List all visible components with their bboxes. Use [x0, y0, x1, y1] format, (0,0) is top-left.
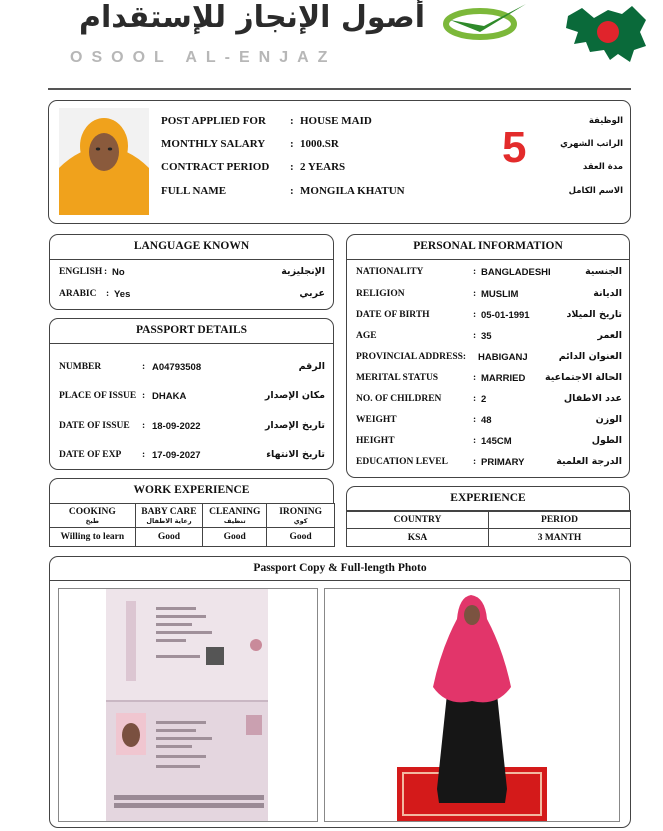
- provincial-address-label: PROVINCIAL ADDRESS:: [356, 352, 467, 362]
- applicant-photo: [59, 108, 149, 215]
- passport-number-label: NUMBER: [59, 362, 102, 372]
- salary-label-arabic: الراتب الشهري: [560, 139, 623, 149]
- english-label-arabic: الإنجليزية: [281, 266, 325, 277]
- education-level-colon: :: [473, 457, 477, 467]
- fullname-value: MONGILA KHATUN: [300, 185, 405, 197]
- company-name-arabic: أصول الإنجاز للإستقدام: [78, 0, 426, 35]
- bangladesh-map-flag-icon: [560, 2, 652, 66]
- nationality-label-arabic: الجنسية: [585, 266, 622, 277]
- nationality-colon: :: [473, 267, 477, 277]
- weight-label-arabic: الوزن: [595, 414, 622, 425]
- no-of-children-label: NO. OF CHILDREN: [356, 394, 442, 404]
- cleaning-header: CLEANING تنظيف: [203, 504, 267, 528]
- date-of-issue-label: DATE OF ISSUE: [59, 421, 130, 431]
- experience-period: 3 MANTH: [489, 529, 631, 547]
- nationality-label: NATIONALITY: [356, 267, 424, 277]
- fullname-colon: :: [290, 185, 294, 197]
- religion-colon: :: [473, 289, 477, 299]
- date-of-exp-value: 17-09-2027: [152, 450, 201, 461]
- company-name-english: OSOOL AL-ENJAZ: [70, 49, 337, 66]
- religion-label: RELIGION: [356, 289, 405, 299]
- merital-status-value: MARRIED: [481, 373, 526, 384]
- experience-header: [346, 486, 630, 512]
- place-of-issue-label: PLACE OF ISSUE: [59, 391, 137, 401]
- candidate-number: 5: [502, 123, 527, 172]
- full-length-photo: [397, 589, 547, 821]
- post-colon: :: [290, 115, 294, 127]
- checkmark-swoosh-logo-icon: [440, 2, 530, 42]
- no-of-children-value: 2: [481, 394, 487, 405]
- passport-number-arabic: الرقم: [298, 361, 325, 372]
- height-colon: :: [473, 436, 477, 446]
- passport-title: PASSPORT DETAILS: [135, 324, 248, 336]
- date-of-birth-label-arabic: تاريخ الميلاد: [566, 309, 622, 320]
- fullname-label-arabic: الاسم الكامل: [568, 186, 623, 196]
- passport-number-value: A04793508: [152, 362, 202, 373]
- education-level-label-arabic: الدرجة العلمية: [556, 456, 622, 467]
- contract-colon: :: [290, 161, 294, 173]
- language-box: LANGUAGE KNOWN ENGLISH : No الإنجليزية ARABIC : Yes عربي: [49, 234, 334, 310]
- date-of-issue-value: 18-09-2022: [152, 421, 201, 432]
- date-of-issue-arabic: تاريخ الإصدار: [264, 420, 325, 431]
- religion-value: MUSLIM: [481, 289, 519, 300]
- english-label: ENGLISH: [59, 267, 103, 277]
- height-label: HEIGHT: [356, 436, 395, 446]
- language-title: LANGUAGE KNOWN: [133, 240, 250, 252]
- date-of-birth-label: DATE OF BIRTH: [356, 310, 430, 320]
- work-experience-header: [49, 478, 334, 504]
- weight-colon: :: [473, 415, 477, 425]
- education-level-label: EDUCATION LEVEL: [356, 457, 448, 467]
- weight-value: 48: [481, 415, 492, 426]
- arabic-label-arabic: عربي: [299, 288, 325, 299]
- cooking-value: Willing to learn: [50, 528, 136, 547]
- personal-info-title: PERSONAL INFORMATION: [413, 240, 563, 252]
- contract-label: CONTRACT PERIOD: [161, 161, 270, 173]
- age-label: AGE: [356, 331, 377, 341]
- cleaning-value: Good: [203, 528, 267, 547]
- date-of-birth-colon: :: [473, 310, 477, 320]
- salary-value: 1000.SR: [300, 138, 339, 150]
- age-value: 35: [481, 331, 492, 342]
- post-label: POST APPLIED FOR: [161, 115, 266, 127]
- salary-colon: :: [290, 138, 294, 150]
- baby-care-header: BABY CARE رعاية الاطفال: [135, 504, 203, 528]
- date-of-exp-label: DATE OF EXP: [59, 450, 122, 460]
- date-of-exp-arabic: تاريخ الانتهاء: [266, 449, 325, 460]
- work-experience-title: WORK EXPERIENCE: [133, 484, 250, 496]
- arabic-value: Yes: [114, 289, 131, 300]
- experience-table: [346, 510, 631, 547]
- nationality-value: BANGLADESHI: [481, 267, 551, 278]
- work-experience-table: [49, 503, 335, 547]
- ironing-value: Good: [267, 528, 335, 547]
- merital-status-label-arabic: الحالة الاجتماعية: [545, 372, 622, 383]
- merital-status-colon: :: [473, 373, 477, 383]
- place-of-issue-value: DHAKA: [152, 391, 187, 402]
- fullname-label: FULL NAME: [161, 185, 227, 197]
- salary-label: MONTHLY SALARY: [161, 138, 266, 150]
- weight-label: WEIGHT: [356, 415, 397, 425]
- baby-care-value: Good: [135, 528, 203, 547]
- cooking-header: COOKING طبخ: [50, 504, 136, 528]
- height-label-arabic: الطول: [591, 435, 622, 446]
- experience-title: EXPERIENCE: [450, 492, 526, 504]
- arabic-label: ARABIC: [59, 289, 97, 299]
- header-divider: [48, 88, 631, 90]
- provincial-address-value: HABIGANJ: [478, 352, 528, 363]
- merital-status-label: MERITAL STATUS: [356, 373, 439, 383]
- place-of-issue-arabic: مكان الإصدار: [264, 390, 325, 401]
- contract-value: 2 YEARS: [300, 161, 346, 173]
- education-level-value: PRIMARY: [481, 457, 525, 468]
- post-label-arabic: الوظيفة: [588, 116, 623, 126]
- age-colon: :: [473, 331, 477, 341]
- experience-country: KSA: [347, 529, 489, 547]
- contract-label-arabic: مدة العقد: [582, 162, 623, 172]
- passport-copy-image: [106, 589, 268, 821]
- english-value: No: [112, 267, 125, 278]
- no-of-children-colon: :: [473, 394, 477, 404]
- age-label-arabic: العمر: [597, 330, 622, 341]
- country-header: COUNTRY: [347, 511, 489, 529]
- provincial-address-label-arabic: العنوان الدائم: [558, 351, 622, 362]
- photos-title: Passport Copy & Full-length Photo: [253, 562, 427, 574]
- period-header: PERIOD: [489, 511, 631, 529]
- post-value: HOUSE MAID: [300, 115, 372, 127]
- ironing-header: IRONING كوي: [267, 504, 335, 528]
- date-of-birth-value: 05-01-1991: [481, 310, 530, 321]
- passport-box: PASSPORT DETAILS NUMBER : A04793508 الرقم PLACE OF ISSUE : DHAKA مكان الإصدار DATE OF ISSUE : 18-09-2022 تاريخ الإصدار DATE OF EXP : 17-09-2027 تاريخ الانتهاء: [49, 318, 334, 470]
- no-of-children-label-arabic: عدد الاطفال: [563, 393, 622, 404]
- religion-label-arabic: الديانة: [593, 288, 622, 299]
- height-value: 145CM: [481, 436, 512, 447]
